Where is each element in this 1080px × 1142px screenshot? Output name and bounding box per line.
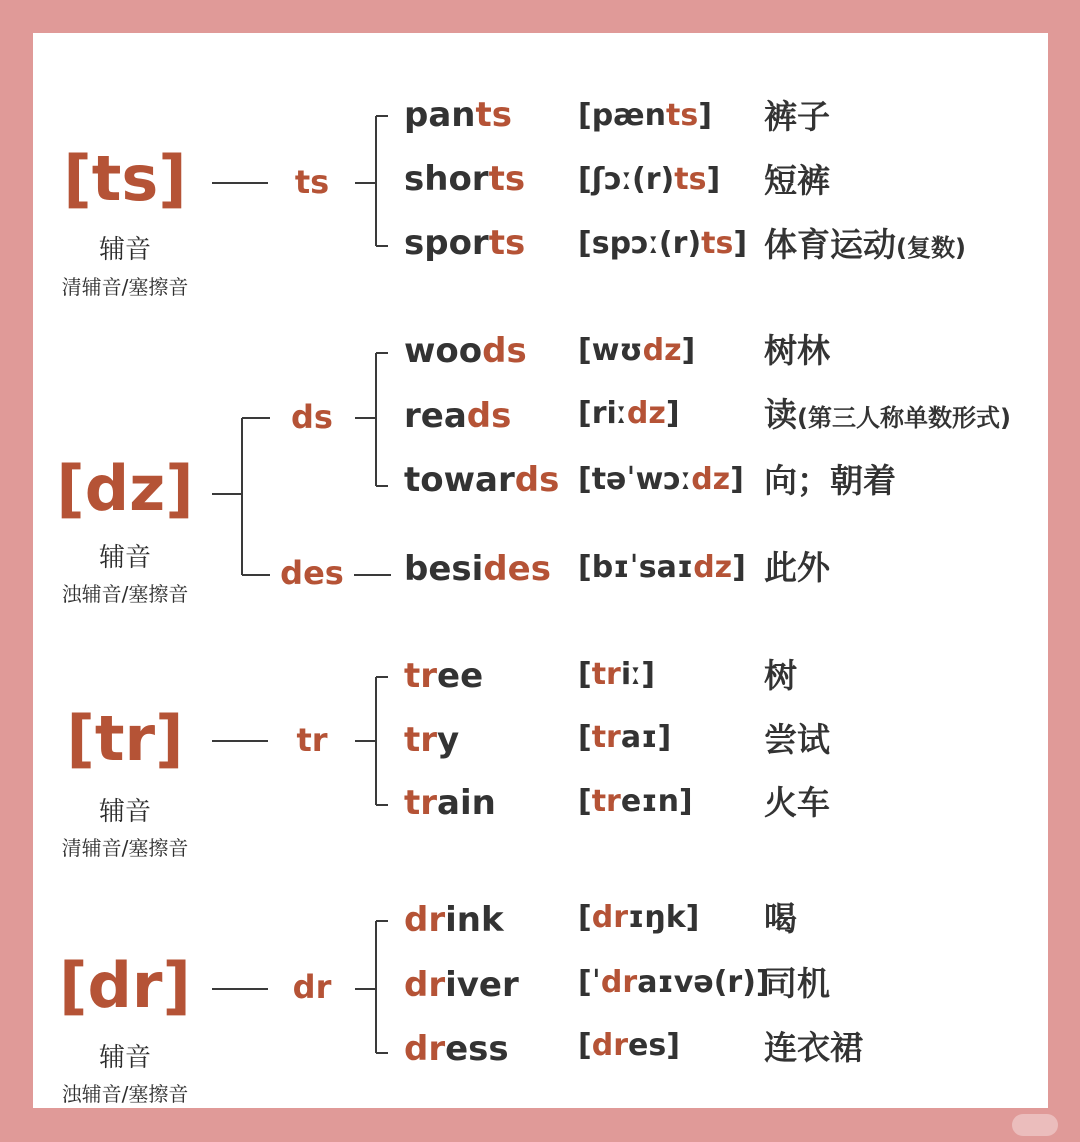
spelling-ts: ts [294,163,330,201]
ipa-tree: [triː] [578,657,655,692]
phoneme-symbol-tr: [tr] [66,702,184,775]
ipa-reads: [riːdz] [578,396,680,431]
phoneme-symbol-ts: [ts] [63,142,187,215]
word-driver: driver [404,965,519,1005]
meaning-shorts: 短裤 [764,161,830,200]
spelling-ds: ds [291,398,333,436]
spelling-tr: tr [296,721,328,759]
spelling-dr: dr [292,968,332,1006]
ipa-train: [treɪn] [578,784,693,819]
ipa-driver: [ˈdraɪvə(r)] [578,965,770,1000]
meaning-reads: 读(第三人称单数形式) [764,395,1011,434]
phoneme-type: 辅音 [98,235,151,265]
ipa-drink: [drɪŋk] [578,900,700,935]
meaning-dress: 连衣裙 [764,1028,863,1067]
word-drink: drink [404,900,504,940]
word-reads: reads [404,396,512,436]
meaning-try: 尝试 [764,720,830,759]
word-woods: woods [404,331,527,371]
word-besides: besides [404,549,551,589]
phoneme-type: 辅音 [98,1043,151,1073]
phoneme-subtype: 浊辅音/塞擦音 [61,582,189,606]
word-sports: sports [404,223,526,263]
meaning-tree: 树 [764,656,797,695]
phoneme-subtype: 清辅音/塞擦音 [61,275,189,299]
word-pants: pants [404,95,512,135]
meaning-besides: 此外 [764,548,830,587]
ipa-sports: [spɔː(r)ts] [578,226,748,261]
word-shorts: shorts [404,159,526,199]
phoneme-symbol-dr: [dr] [59,949,191,1022]
word-towards: towards [404,460,560,500]
word-dress: dress [404,1029,509,1069]
phoneme-symbol-dz: [dz] [56,452,194,525]
phoneme-type: 辅音 [98,797,151,827]
ipa-try: [traɪ] [578,720,672,755]
word-train: train [404,783,496,823]
spelling-des: des [280,554,344,592]
word-tree: tree [404,656,484,696]
phoneme-subtype: 清辅音/塞擦音 [61,836,189,860]
meaning-sports: 体育运动(复数) [764,225,966,264]
word-try: try [404,720,460,760]
meaning-drink: 喝 [764,899,797,938]
meaning-towards: 向；朝着 [764,461,896,500]
meaning-train: 火车 [764,783,830,822]
ipa-towards: [təˈwɔːdz] [578,462,744,497]
watermark-badge [1012,1114,1058,1136]
meaning-driver: 司机 [764,964,830,1003]
phoneme-subtype: 浊辅音/塞擦音 [61,1082,189,1106]
meaning-woods: 树林 [764,331,830,370]
ipa-woods: [wʊdz] [578,333,696,368]
ipa-besides: [bɪˈsaɪdz] [578,550,746,585]
ipa-pants: [pænts] [578,98,712,133]
ipa-shorts: [ʃɔː(r)ts] [578,162,721,197]
meaning-pants: 裤子 [764,97,830,136]
ipa-dress: [dres] [578,1028,680,1063]
phoneme-type: 辅音 [98,543,151,573]
